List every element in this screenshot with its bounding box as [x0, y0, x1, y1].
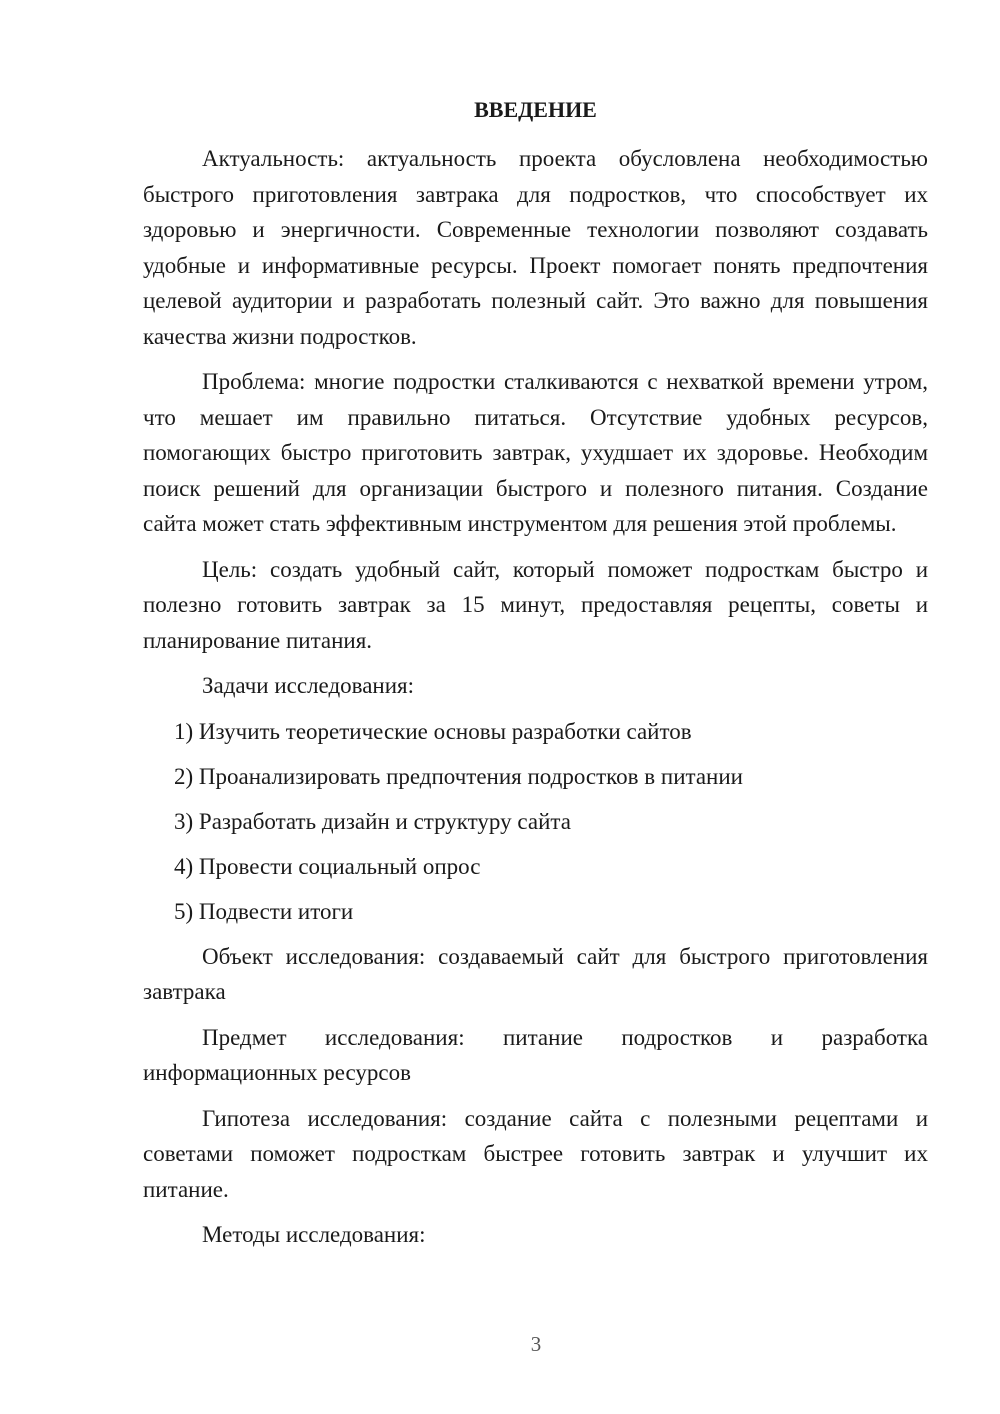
list-item: 2) Проанализировать предпочтения подростков в питании — [174, 763, 743, 789]
object-paragraph: Объект исследования: создаваемый сайт для быстрого приготовления завтрака — [143, 943, 928, 1004]
problem-paragraph: Проблема: многие подростки сталкиваются с нехваткой времени утром, что мешает им правильно питаться. Отсутствие удобных ресурсов, помогающих быстро приготовить завтрак, ухудшает их здоровье. Необходим поиск решений для организации быстрого и полезного питания. Создание сайта может стать эффективным инструментом для решения этой проблемы. — [143, 369, 928, 536]
hypothesis-paragraph: Гипотеза исследования: создание сайта с полезными рецептами и советами поможет подросткам быстрее готовить завтрак и улучшит их питание. — [143, 1105, 928, 1202]
goal-paragraph: Цель: создать удобный сайт, который поможет подросткам быстро и полезно готовить завтрак за 15 минут, предоставляя рецепты, советы и планирование питания. — [143, 556, 928, 653]
page-number: 3 — [530, 1332, 542, 1356]
list-item: 5) Подвести итоги — [174, 898, 354, 924]
section-title: ВВЕДЕНИЕ — [474, 97, 597, 122]
page-content — [143, 92, 928, 1263]
tasks-list — [143, 714, 928, 930]
tasks-heading: Задачи исследования: — [202, 673, 415, 698]
list-item: 4) Провести социальный опрос — [174, 853, 481, 879]
relevance-paragraph: Актуальность: актуальность проекта обусловлена необходимостью быстрого приготовления завтрака для подростков, что способствует их здоровью и энергичности. Современные технологии позволяют создавать удобные и информативные ресурсы. Проект помогает понять предпочтения целевой аудитории и разработать полезный сайт. Это важно для повышения качества жизни подростков. — [143, 146, 928, 349]
list-item: 1) Изучить теоретические основы разработки сайтов — [174, 718, 692, 744]
list-item: 3) Разработать дизайн и структуру сайта — [174, 808, 571, 834]
subject-paragraph: Предмет исследования: питание подростков и разработка информационных ресурсов — [143, 1024, 928, 1085]
methods-heading: Методы исследования: — [202, 1222, 426, 1247]
